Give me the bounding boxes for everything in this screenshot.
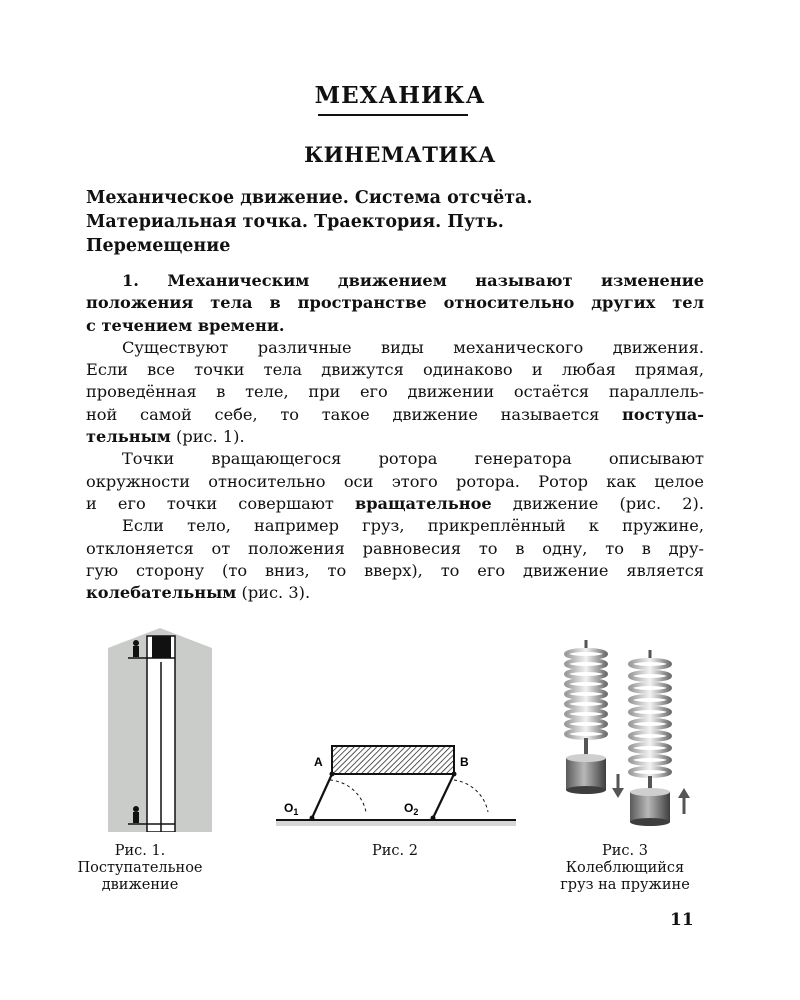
text-run: и его точки совершают (86, 493, 355, 513)
caption-line: движение (101, 877, 179, 893)
arc-path-a (330, 780, 366, 812)
person-body-bottom (133, 812, 139, 823)
paragraph-line: окружности относительно оси этого ротора. Ротор как целое (86, 471, 704, 491)
caption-line: Колеблющийся (565, 860, 685, 876)
arrow-up-icon (678, 788, 690, 814)
paragraph-line: гую сторону (то вниз, то вверх), то его движение является (86, 560, 704, 580)
definition-line: положения тела в пространстве относительно других тел (86, 293, 704, 313)
pivot-o1 (310, 816, 315, 821)
term-translational: поступа- (622, 404, 704, 424)
spring-left (566, 640, 606, 758)
term-oscillatory: колебательным (86, 583, 237, 603)
term-rotational: вращательное (354, 493, 492, 513)
paragraph-line: отклоняется от положения равновесия то в одну, то в дру- (86, 538, 704, 558)
pivot-a (330, 772, 335, 777)
body-text (86, 270, 704, 604)
caption-line: груз на пружине (560, 877, 690, 893)
definition-line: 1. Механическим движением называют изменение (122, 271, 704, 290)
paragraph-line: Существуют различные виды механического движения. (122, 337, 704, 357)
label-a: A (314, 755, 323, 769)
label-o2 (404, 801, 418, 817)
figure-3-springs (548, 640, 708, 830)
paragraph-line (86, 493, 704, 515)
caption-line: Рис. 3 (602, 843, 648, 859)
section-heading-line: Перемещение (86, 236, 231, 256)
figure-2-caption: Рис. 2 (372, 843, 418, 859)
pivot-o2 (431, 816, 436, 821)
arrow-down-icon (612, 774, 624, 798)
pivot-b (452, 772, 457, 777)
caption-line: Поступательное (77, 860, 203, 876)
text-run: (рис. 3). (236, 583, 311, 603)
weight-right (630, 788, 670, 826)
paragraph-line: Точки вращающегося ротора генератора описывают (122, 449, 704, 469)
label-o2-main: O (404, 801, 414, 815)
text-run: движение (рис. 2). (491, 493, 704, 513)
definition-line: с течением времени. (86, 315, 285, 335)
text-run: ной самой себе, то такое движение называется (86, 404, 623, 424)
translating-body (332, 746, 454, 774)
weight-left (566, 754, 606, 794)
person-head-top (133, 640, 139, 646)
text-run: (рис. 1). (170, 427, 245, 447)
paragraph-line (86, 426, 704, 448)
person-body-top (133, 646, 139, 657)
person-head-bottom (133, 806, 139, 812)
label-o1-sub: 1 (293, 807, 299, 817)
paragraph-line: Если все точки тела движутся одинаково и любая прямая, (86, 360, 704, 380)
figure-1-caption (70, 843, 210, 894)
figure-1-elevator (108, 628, 212, 832)
subchapter-title: КИНЕМАТИКА (304, 142, 496, 167)
paragraph-line (86, 404, 704, 426)
label-b: B (460, 755, 469, 769)
elevator-cabin (152, 636, 171, 658)
caption-line: Рис. 1. (114, 843, 166, 859)
figure-3-caption (540, 843, 710, 894)
chapter-title: МЕХАНИКА (314, 82, 486, 109)
section-heading-line: Материальная точка. Траектория. Путь. (86, 212, 504, 232)
paragraph-line (86, 582, 704, 604)
label-o2-sub: 2 (413, 807, 419, 817)
arc-path-b (454, 780, 488, 812)
link-a-o1 (312, 774, 332, 818)
term-translational-end: тельным (86, 427, 171, 447)
spring-right (630, 650, 670, 792)
page-number: 11 (670, 910, 694, 930)
section-heading (86, 186, 726, 258)
label-o1-main: O (284, 801, 294, 815)
section-heading-line: Механическое движение. Система отсчёта. (86, 188, 533, 208)
label-o1 (284, 801, 298, 817)
title-underline (318, 114, 468, 116)
paragraph-line: проведённая в теле, при его движении остаётся параллель- (86, 382, 704, 402)
link-b-o2 (433, 774, 454, 818)
paragraph-line: Если тело, например груз, прикреплённый к пружине, (122, 516, 704, 536)
figure-2-mechanism (270, 740, 520, 830)
